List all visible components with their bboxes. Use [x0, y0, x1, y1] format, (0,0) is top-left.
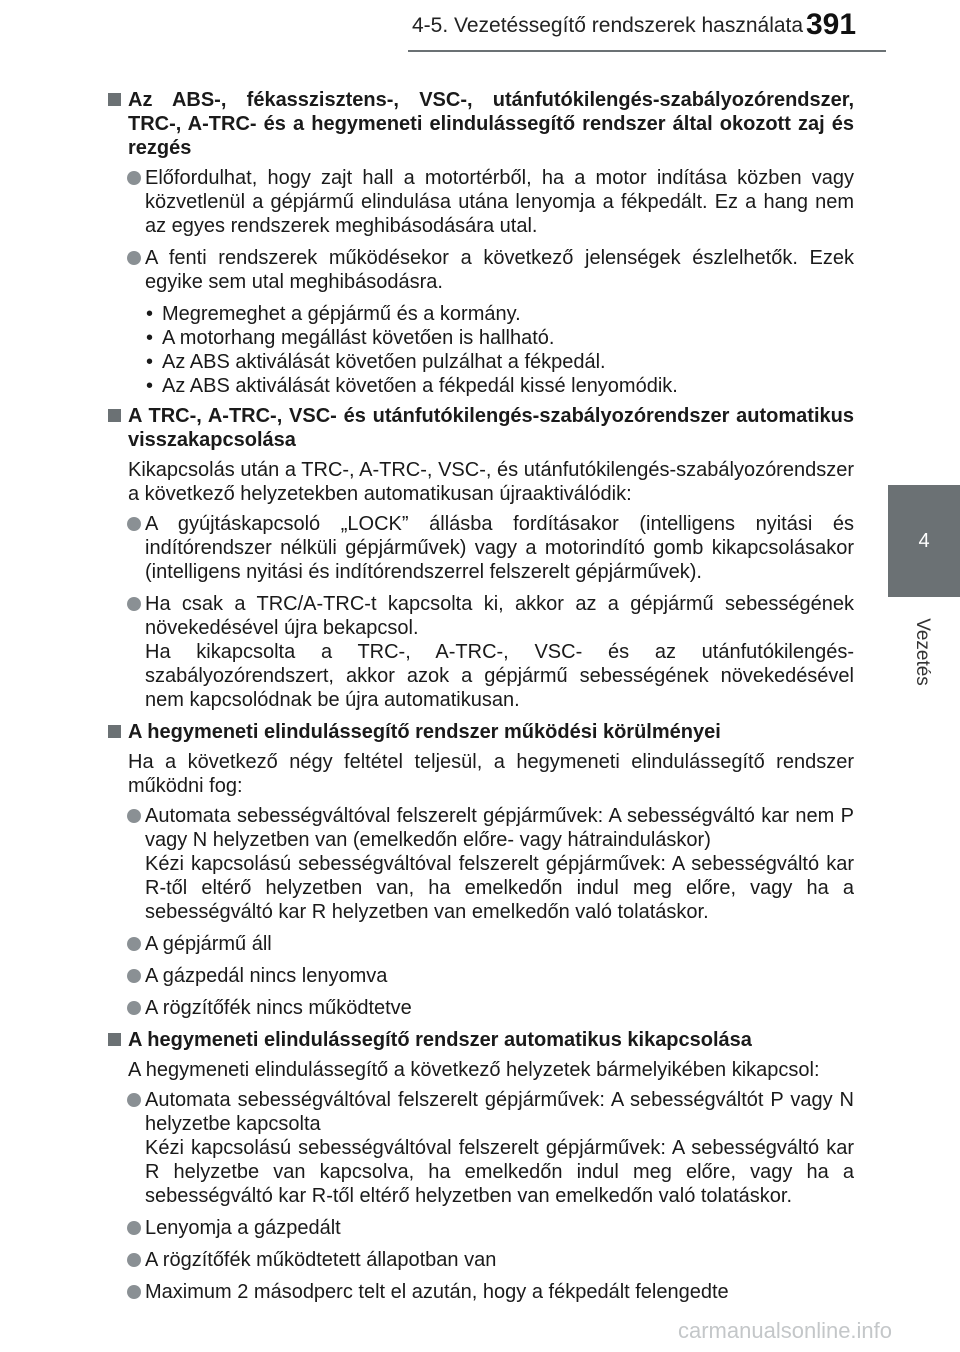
sub-list — [108, 302, 854, 398]
list-item — [108, 1248, 854, 1272]
circle-bullet-icon — [127, 1093, 141, 1107]
list-item-text: Automata sebességváltóval felszerelt gépjárművek: A sebességváltó kar nem P vagy N helyzetben van (emelkedőn előre- vagy hátrainduláskor) — [145, 805, 854, 851]
chapter-label — [902, 602, 942, 702]
list-item-text: A rögzítőfék nincs működtetve — [145, 997, 412, 1019]
watermark: carmanualsonline.info — [678, 1318, 893, 1343]
list-item-text: Kézi kapcsolású sebességváltóval felszerelt gépjárművek: A sebességváltó kar R-től eltérő helyzetben van, ha emelkedőn indul meg előre, vagy ha a sebességváltó kar R helyzetben van emelkedőn való tolatáskor. — [145, 853, 854, 923]
circle-bullet-icon — [127, 1221, 141, 1235]
header-divider — [408, 50, 886, 52]
section-heading — [108, 720, 854, 744]
section-intro: A hegymeneti elindulássegítő a következő helyzetek bármelyikében kikapcsol: — [128, 1059, 820, 1081]
circle-bullet-icon — [127, 517, 141, 531]
list-item — [108, 1280, 854, 1304]
list-item-text: Lenyomja a gázpedált — [145, 1217, 341, 1239]
list-item-text: A fenti rendszerek működésekor a következő jelenségek észlelhetők. Ezek egyike sem utal meghibásodásra. — [145, 247, 854, 293]
list-item — [108, 996, 854, 1020]
square-bullet-icon — [108, 725, 121, 738]
section-heading-text: A hegymeneti elindulássegítő rendszer automatikus kikapcsolása — [128, 1029, 752, 1051]
section-intro: Kikapcsolás után a TRC-, A-TRC-, VSC-, és utánfutókilengés-szabályozórendszer a következő helyzetekben automatikusan újraaktiválódik: — [128, 459, 854, 505]
sub-list-item: • Az ABS aktiválását követően pulzálhat a fékpedál. — [108, 350, 854, 374]
page-number: 391 — [806, 8, 857, 41]
chapter-label-text: Vezetés — [912, 618, 934, 686]
section-title: 4-5. Vezetéssegítő rendszerek használata — [412, 14, 804, 37]
circle-bullet-icon — [127, 171, 141, 185]
square-bullet-icon — [108, 93, 121, 106]
circle-bullet-icon — [127, 969, 141, 983]
circle-bullet-icon — [127, 809, 141, 823]
page-content — [108, 88, 854, 1312]
section — [108, 88, 854, 398]
section-heading — [108, 88, 854, 160]
list-item — [108, 932, 854, 956]
section-heading-text: A hegymeneti elindulássegítő rendszer működési körülményei — [128, 721, 721, 743]
circle-bullet-icon — [127, 1285, 141, 1299]
section-intro: Ha a következő négy feltétel teljesül, a hegymeneti elindulássegítő rendszer működni fog: — [128, 751, 854, 797]
circle-bullet-icon — [127, 937, 141, 951]
section-heading-text: A TRC-, A-TRC-, VSC- és utánfutókilengés-szabályozórendszer automatikus visszakapcsolása — [128, 405, 854, 451]
list-item-text: A rögzítőfék működtetett állapotban van — [145, 1249, 497, 1271]
sub-list-item: • Megremeghet a gépjármű és a kormány. — [108, 302, 854, 326]
list-item — [108, 1216, 854, 1240]
list-item-text: Maximum 2 másodperc telt el azután, hogy a fékpedált felengedte — [145, 1281, 729, 1303]
chapter-number: 4 — [918, 529, 930, 552]
circle-bullet-icon — [127, 1001, 141, 1015]
section — [108, 404, 854, 712]
chapter-tab[interactable] — [888, 485, 960, 597]
list-item — [108, 1088, 854, 1208]
list-item — [108, 592, 854, 712]
square-bullet-icon — [108, 1033, 121, 1046]
list-item-text: A gyújtáskapcsoló „LOCK” állásba fordításakor (intelligens nyitási és indítórendszer nélküli gépjárművek) vagy a motorindító gomb kikapcsolásakor (intelligens nyitási és indítórendszerrel felszerelt gépjárművek). — [145, 513, 854, 583]
circle-bullet-icon — [127, 597, 141, 611]
list-item — [108, 804, 854, 924]
section-heading — [108, 404, 854, 452]
list-item-text: Automata sebességváltóval felszerelt gépjárművek: A sebességváltót P vagy N helyzetbe kapcsolta — [145, 1089, 854, 1135]
section — [108, 1028, 854, 1304]
section — [108, 720, 854, 1020]
list-item-text: Ha kikapcsolta a TRC-, A-TRC-, VSC- és az utánfutókilengés-szabályozórendszert, akkor azok a gépjármű sebességének növekedésével nem kapcsolódnak be újra automatikusan. — [145, 641, 854, 711]
square-bullet-icon — [108, 409, 121, 422]
list-item-text: A gépjármű áll — [145, 933, 272, 955]
sub-list-item: • Az ABS aktiválását követően a fékpedál kissé lenyomódik. — [108, 374, 854, 398]
list-item-text: A gázpedál nincs lenyomva — [145, 965, 388, 987]
sub-list-item: • A motorhang megállást követően is hallható. — [108, 326, 854, 350]
section-heading-text: Az ABS-, fékasszisztens-, VSC-, utánfutókilengés-szabályozórendszer, TRC-, A-TRC- és a hegymeneti elindulássegítő rendszer által okozott zaj és rezgés — [128, 89, 854, 159]
list-item — [108, 166, 854, 238]
circle-bullet-icon — [127, 251, 141, 265]
list-item-text: Kézi kapcsolású sebességváltóval felszerelt gépjárművek: A sebességváltó kar R helyzetbe van kapcsolva, ha emelkedőn indul meg előre, vagy ha a sebességváltó kar R-től eltérő helyzetben van emelkedőn való tolatáskor. — [145, 1137, 854, 1207]
list-item — [108, 964, 854, 988]
list-item — [108, 512, 854, 584]
circle-bullet-icon — [127, 1253, 141, 1267]
list-item-text: Előfordulhat, hogy zajt hall a motortérből, ha a motor indítása közben vagy közvetlenül a gépjármű elindulása utána lenyomja a fékpedált. Ez a hang nem az egyes rendszerek meghibásodására utal. — [145, 167, 854, 237]
section-heading — [108, 1028, 854, 1052]
list-item-text: Ha csak a TRC/A-TRC-t kapcsolta ki, akkor az a gépjármű sebességének növekedésével újra bekapcsol. — [145, 593, 854, 639]
list-item — [108, 246, 854, 294]
